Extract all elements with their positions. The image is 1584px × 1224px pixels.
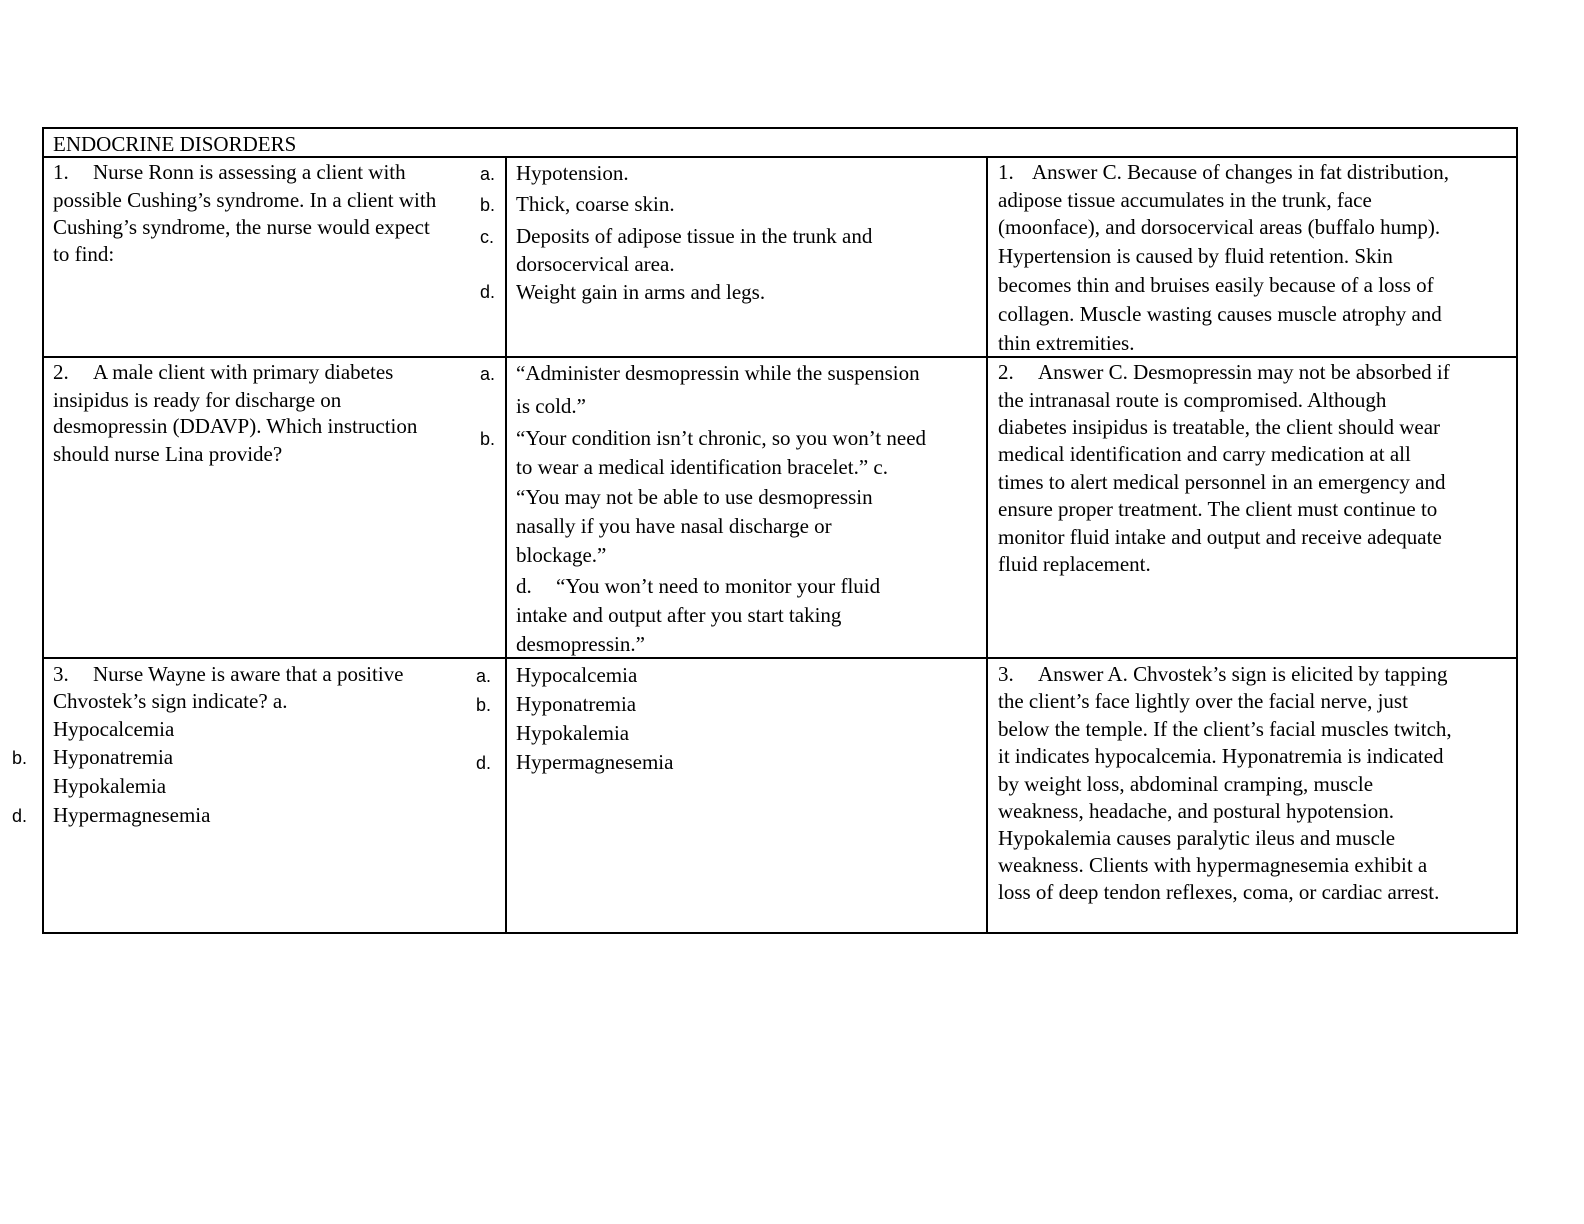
option-text: Hypermagnesemia [516, 750, 674, 774]
option-text: “Administer desmopressin while the suspension [516, 361, 920, 385]
answer-line: becomes thin and bruises easily because of a loss of [998, 273, 1434, 297]
option-text: to wear a medical identification bracelet.” c. [516, 455, 888, 479]
answer-line: Hypokalemia causes paralytic ileus and muscle [998, 826, 1396, 850]
list-bar [42, 715, 43, 743]
answer-line: 2. Answer C. Desmopressin may not be absorbed if [998, 360, 1450, 384]
option-text: nasally if you have nasal discharge or [516, 514, 832, 538]
question-line: 2. A male client with primary diabetes [53, 360, 394, 384]
list-bar [42, 829, 43, 854]
question-line: Hyponatremia [53, 745, 174, 769]
question-line: should nurse Lina provide? [53, 442, 283, 466]
question-line: Hypocalcemia [53, 717, 175, 741]
answer-line: by weight loss, abdominal cramping, muscle [998, 772, 1374, 796]
option-text: Hypocalcemia [516, 663, 638, 687]
question-line: possible Cushing’s syndrome. In a client with [53, 188, 437, 212]
option-text: dorsocervical area. [516, 252, 675, 276]
option-text: Deposits of adipose tissue in the trunk and [516, 224, 873, 248]
option-text: Hyponatremia [516, 692, 637, 716]
option-label: b. [480, 195, 496, 215]
answer-line: Hypertension is caused by fluid retention. Skin [998, 244, 1393, 268]
answer-line: ensure proper treatment. The client must continue to [998, 497, 1438, 521]
question-line: desmopressin (DDAVP). Which instruction [53, 414, 418, 438]
option-label: d. [516, 574, 532, 598]
answer-line: collagen. Muscle wasting causes muscle atrophy and [998, 302, 1442, 326]
answer-line: fluid replacement. [998, 552, 1151, 576]
answer-line: monitor fluid intake and output and receive adequate [998, 525, 1442, 549]
option-text: Thick, coarse skin. [516, 192, 675, 216]
answer-line: the client’s face lightly over the facial nerve, just [998, 689, 1408, 713]
option-text: “You may not be able to use desmopressin [516, 485, 873, 509]
option-label: a. [476, 666, 492, 686]
answer-line: it indicates hypocalcemia. Hyponatremia is indicated [998, 744, 1444, 768]
option-text: Hypotension. [516, 161, 629, 185]
answer-line: loss of deep tendon reflexes, coma, or cardiac arrest. [998, 880, 1440, 904]
option-label: d. [480, 282, 496, 302]
option-label: c. [480, 227, 495, 247]
option-label: a. [480, 364, 496, 384]
question-line: Hypermagnesemia [53, 803, 211, 827]
answer-line: medical identification and carry medication at all [998, 442, 1411, 466]
answer-line: weakness, headache, and postural hypotension. [998, 799, 1394, 823]
answer-line: diabetes insipidus is treatable, the client should wear [998, 415, 1441, 439]
row-divider-2 [42, 657, 1518, 659]
option-label: b. [476, 695, 492, 715]
answer-number: 1. [998, 160, 1014, 184]
option-text: intake and output after you start taking [516, 603, 842, 627]
option-text: blockage.” [516, 543, 607, 567]
option-text: Hypokalemia [516, 721, 630, 745]
question-number: 2. [53, 360, 69, 384]
question-line: Cushing’s syndrome, the nurse would expect [53, 215, 430, 239]
question-line: 3. Nurse Wayne is aware that a positive [53, 662, 404, 686]
answer-line: (moonface), and dorsocervical areas (buffalo hump). [998, 215, 1441, 239]
question-line: to find: [53, 242, 115, 266]
answer-line: the intranasal route is compromised. Although [998, 388, 1387, 412]
option-text: Weight gain in arms and legs. [516, 280, 766, 304]
question-number: 1. [53, 160, 69, 184]
question-line: 1. Nurse Ronn is assessing a client with [53, 160, 406, 184]
list-bar [505, 392, 506, 422]
answer-line: 1. Answer C. Because of changes in fat distribution, [998, 160, 1449, 184]
answer-line: adipose tissue accumulates in the trunk, face [998, 188, 1372, 212]
list-bar [505, 250, 506, 275]
option-text: “Your condition isn’t chronic, so you won’t need [516, 426, 927, 450]
option-text: desmopressin.” [516, 632, 645, 656]
option-label: a. [480, 164, 496, 184]
answer-line: times to alert medical personnel in an emergency and [998, 470, 1446, 494]
answer-line: 3. Answer A. Chvostek’s sign is elicited by tapping [998, 662, 1448, 686]
answer-line: below the temple. If the client’s facial muscles twitch, [998, 717, 1452, 741]
question-line: insipidus is ready for discharge on [53, 388, 342, 412]
question-number: 3. [53, 662, 69, 686]
question-option-label: d. [12, 806, 28, 826]
answer-line: weakness. Clients with hypermagnesemia exhibit a [998, 853, 1428, 877]
answer-line: thin extremities. [998, 331, 1135, 355]
question-line: Chvostek’s sign indicate? a. [53, 689, 288, 713]
answer-number: 3. [998, 662, 1014, 686]
option-text: is cold.” [516, 394, 586, 418]
question-line: Hypokalemia [53, 774, 167, 798]
column-divider-2 [986, 156, 988, 934]
answer-number: 2. [998, 360, 1014, 384]
option-label: b. [480, 429, 496, 449]
question-option-label: b. [12, 748, 28, 768]
table-header: ENDOCRINE DISORDERS [53, 132, 297, 156]
option-text: d. “You won’t need to monitor your fluid [516, 574, 881, 598]
option-label: d. [476, 753, 492, 773]
